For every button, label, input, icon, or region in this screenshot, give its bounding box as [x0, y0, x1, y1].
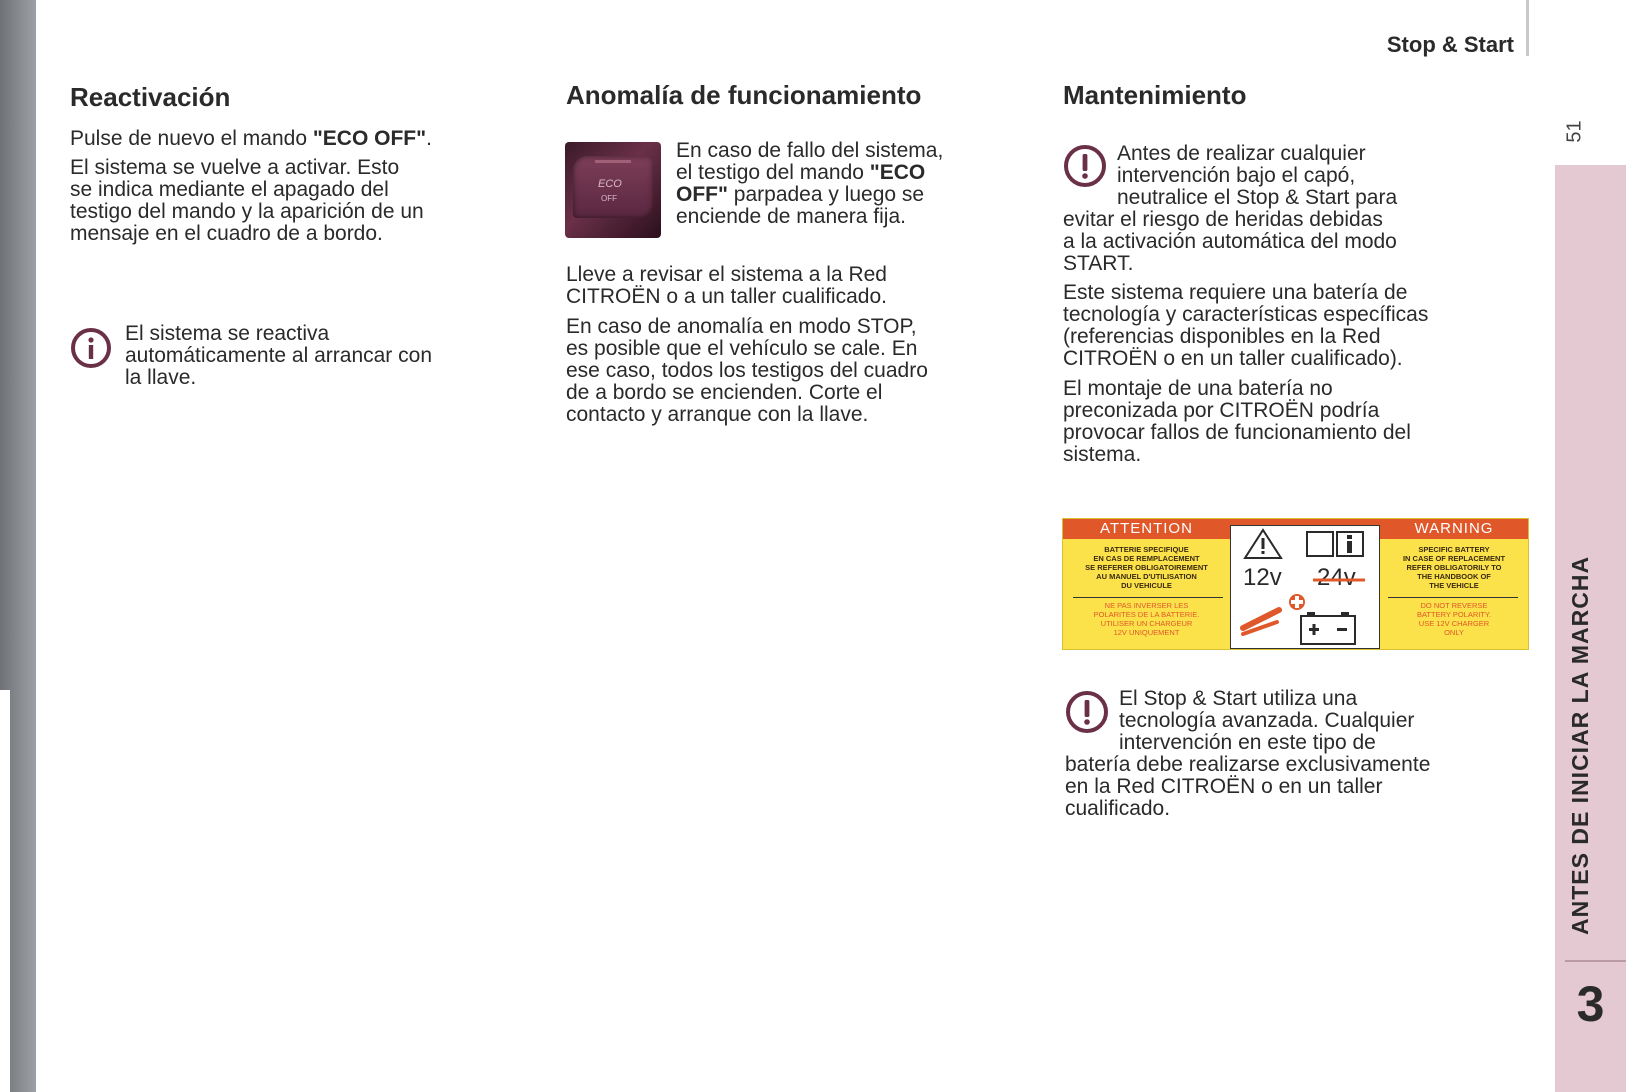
label-line: EN CAS DE REMPLACEMENT — [1093, 554, 1200, 563]
text-line: ese caso, todos los testigos del cuadro — [566, 359, 928, 382]
col1-paragraph-1 — [70, 128, 530, 150]
eco-off-button-image — [565, 142, 661, 238]
text-line: tecnología avanzada. Cualquier — [1119, 709, 1415, 732]
text-line: a la activación automática del modo — [1063, 230, 1397, 253]
section-header: Stop & Start — [1386, 32, 1514, 57]
heading-anomalia: Anomalía de funcionamiento — [566, 80, 922, 110]
label-line: THE VEHICLE — [1429, 581, 1479, 590]
label-line: ONLY — [1444, 628, 1464, 637]
label-line: IN CASE OF REPLACEMENT — [1402, 554, 1506, 563]
voltage-strike-icon — [1311, 572, 1367, 588]
label-line: DO NOT REVERSE — [1420, 601, 1488, 610]
chapter-tab — [1555, 165, 1626, 1092]
text-line: se indica mediante el apagado del — [70, 178, 389, 201]
text-line: START. — [1063, 252, 1134, 275]
label-separator — [1073, 597, 1223, 598]
text-line: evitar el riesgo de heridas debidas — [1063, 208, 1383, 231]
voltage-12v: 12v — [1243, 564, 1282, 591]
label-line: AU MANUEL D'UTILISATION — [1096, 572, 1197, 581]
text-line: El sistema se reactiva — [125, 322, 330, 345]
text-line: En caso de fallo del sistema, — [676, 139, 944, 162]
col2-paragraph-3 — [566, 316, 1041, 426]
col3-paragraph-1 — [1063, 282, 1543, 370]
text-line: mensaje en el cuadro de a bordo. — [70, 222, 383, 245]
text-line: automáticamente al arrancar con — [125, 344, 432, 367]
label-fr-bottom — [1069, 601, 1224, 637]
label-line: SPECIFIC BATTERY — [1418, 545, 1490, 554]
chapter-rule — [1565, 960, 1626, 962]
label-line: NE PAS INVERSER LES — [1104, 601, 1189, 610]
text-line: la llave. — [125, 366, 197, 389]
warning-triangle-icon — [1243, 528, 1283, 560]
label-line: UTILISER UN CHARGEUR — [1100, 619, 1193, 628]
text-line: CITROËN o a un taller cualificado. — [566, 285, 887, 308]
col2-paragraph-2 — [566, 264, 1036, 308]
text-line: provocar fallos de funcionamiento del — [1063, 421, 1411, 444]
text-line: neutralice el Stop & Start para — [1117, 186, 1398, 209]
label-en-bottom — [1386, 601, 1522, 637]
label-line: DU VEHICULE — [1121, 581, 1172, 590]
page-edge — [0, 0, 36, 1092]
text-line: es posible que el vehículo se cale. En — [566, 337, 918, 360]
attention-banner: ATTENTION — [1063, 519, 1230, 539]
col2-paragraph-1 — [676, 140, 1036, 228]
text-line: intervención bajo el capó, — [1117, 164, 1356, 187]
voltage-24v: 24v — [1317, 564, 1356, 591]
heading-mantenimiento: Mantenimiento — [1063, 80, 1247, 110]
col1-note — [125, 323, 535, 389]
text-line: contacto y arranque con la llave. — [566, 403, 869, 426]
label-line: SE REFERER OBLIGATOIREMENT — [1085, 563, 1208, 572]
label-line: USE 12V CHARGER — [1418, 619, 1490, 628]
led-indicator — [595, 160, 631, 163]
text-line: enciende de manera fija. — [676, 205, 906, 228]
text-line: En caso de anomalía en modo STOP, — [566, 315, 917, 338]
label-en-top — [1386, 545, 1522, 590]
label-line: BATTERY POLARITY. — [1416, 610, 1492, 619]
page-number: 51 — [1563, 120, 1586, 143]
heading-reactivacion: Reactivación — [70, 82, 231, 112]
text-line: batería debe realizarse exclusivamente — [1065, 753, 1431, 776]
eco-label: ECO — [598, 178, 622, 190]
label-line: REFER OBLIGATORILY TO — [1406, 563, 1502, 572]
text-line: (referencias disponibles en la Red — [1063, 325, 1381, 348]
text-line: cualificado. — [1065, 797, 1171, 820]
col3-paragraph-2 — [1063, 378, 1543, 466]
text-line: tecnología y características específicas — [1063, 303, 1429, 326]
label-center-panel — [1230, 525, 1380, 649]
text-line: El montaje de una batería no — [1063, 377, 1333, 400]
text-line: intervención en este tipo de — [1119, 731, 1376, 754]
text-bold: OFF" — [676, 183, 728, 206]
warning-banner: WARNING — [1380, 519, 1528, 539]
text-line: sistema. — [1063, 443, 1142, 466]
text-line: parpadea y luego se — [727, 183, 925, 206]
text-line: El Stop & Start utiliza una — [1119, 687, 1358, 710]
col3-warning-1 — [1063, 143, 1533, 275]
label-line: POLARITES DE LA BATTERIE. — [1093, 610, 1200, 619]
text-line: Este sistema requiere una batería de — [1063, 281, 1408, 304]
col3-warning-2 — [1065, 688, 1545, 820]
label-fr-top — [1069, 545, 1224, 590]
text-line: testigo del mando y la aparición de un — [70, 200, 424, 223]
text-line: de a bordo se encienden. Corte el — [566, 381, 883, 404]
text-line: preconizada por CITROËN podría — [1063, 399, 1380, 422]
chapter-number: 3 — [1576, 976, 1605, 1032]
text-line: Lleve a revisar el sistema a la Red — [566, 263, 887, 286]
text-line: Antes de realizar cualquier — [1117, 142, 1366, 165]
label-line: 12V UNIQUEMENT — [1113, 628, 1180, 637]
col1-p1-text: Pulse de nuevo el mando — [70, 127, 313, 150]
header-divider — [1526, 0, 1529, 56]
text-bold: "ECO — [869, 161, 926, 184]
col1-p1-bold: "ECO OFF" — [312, 127, 427, 150]
text-line: CITROËN o en un taller cualificado). — [1063, 347, 1403, 370]
manual-icon — [1303, 528, 1369, 558]
label-separator — [1388, 597, 1518, 598]
battery-label-image — [1062, 518, 1529, 650]
text-line: en la Red CITROËN o en un taller — [1065, 775, 1383, 798]
chapter-title: ANTES DE INICIAR LA MARCHA — [1567, 555, 1593, 935]
info-icon — [70, 327, 112, 369]
battery-icon — [1299, 610, 1357, 646]
label-line: BATTERIE SPECIFIQUE — [1104, 545, 1189, 554]
label-line: THE HANDBOOK OF — [1417, 572, 1491, 581]
text-line: el testigo del mando — [676, 161, 870, 184]
col1-p1-suffix: . — [426, 127, 432, 150]
off-label: OFF — [601, 194, 617, 203]
col1-paragraph-2 — [70, 157, 540, 245]
text-line: El sistema se vuelve a activar. Esto — [70, 156, 400, 179]
